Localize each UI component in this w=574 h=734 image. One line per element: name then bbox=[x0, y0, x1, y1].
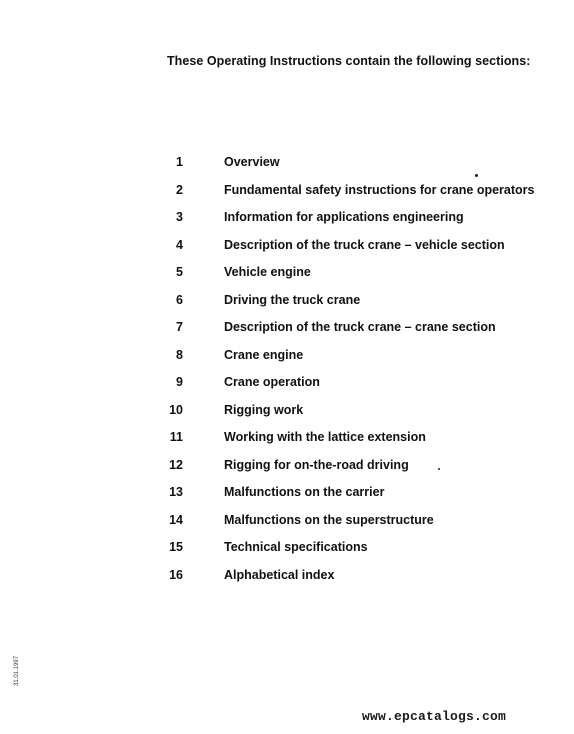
section-item bbox=[0, 345, 574, 373]
section-title: Information for applications engineering bbox=[224, 210, 464, 224]
section-item bbox=[0, 317, 574, 345]
section-title: Crane operation bbox=[224, 375, 320, 389]
section-title: Fundamental safety instructions for crane operators bbox=[224, 182, 535, 197]
section-item bbox=[0, 262, 574, 290]
section-number: 1 bbox=[176, 155, 183, 169]
section-title: Alphabetical index bbox=[224, 567, 335, 582]
section-title: Working with the lattice extension bbox=[224, 430, 426, 444]
section-title: Description of the truck crane – vehicle section bbox=[224, 237, 505, 252]
section-item bbox=[0, 510, 574, 538]
section-item bbox=[0, 207, 574, 235]
watermark-url: www.epcatalogs.com bbox=[362, 709, 507, 724]
section-number: 6 bbox=[176, 292, 183, 307]
section-number: 14 bbox=[169, 512, 183, 527]
section-title: Malfunctions on the superstructure bbox=[224, 512, 434, 527]
section-title: Technical specifications bbox=[224, 540, 368, 554]
section-number: 15 bbox=[169, 540, 183, 554]
section-title: Vehicle engine bbox=[224, 265, 311, 279]
section-item bbox=[0, 427, 574, 455]
section-number: 7 bbox=[176, 320, 183, 334]
page-heading: These Operating Instructions contain the following sections: bbox=[167, 54, 531, 68]
section-title: Overview bbox=[224, 155, 280, 169]
section-title: Rigging work bbox=[224, 402, 304, 417]
scan-speck bbox=[475, 174, 478, 177]
section-title: Malfunctions on the carrier bbox=[224, 485, 385, 499]
section-number: 12 bbox=[169, 457, 183, 472]
section-title: Description of the truck crane – crane section bbox=[224, 320, 496, 334]
scan-speck bbox=[438, 468, 440, 470]
section-item bbox=[0, 372, 574, 400]
section-item bbox=[0, 235, 574, 263]
section-title: Rigging for on-the-road driving bbox=[224, 457, 409, 472]
section-number: 5 bbox=[176, 265, 183, 279]
section-title: Crane engine bbox=[224, 347, 304, 362]
section-item bbox=[0, 290, 574, 318]
section-number: 13 bbox=[169, 485, 183, 499]
section-item bbox=[0, 400, 574, 428]
margin-date-code: 31.01.1997 bbox=[14, 655, 20, 686]
section-number: 9 bbox=[176, 375, 183, 389]
section-number: 16 bbox=[169, 567, 183, 582]
section-number: 3 bbox=[176, 210, 183, 224]
section-item bbox=[0, 152, 574, 180]
section-number: 11 bbox=[169, 430, 183, 444]
section-title: Driving the truck crane bbox=[224, 292, 361, 307]
section-list bbox=[0, 152, 574, 592]
section-item bbox=[0, 565, 574, 593]
section-number: 2 bbox=[176, 182, 183, 197]
section-item bbox=[0, 537, 574, 565]
section-number: 4 bbox=[176, 237, 183, 252]
section-number: 10 bbox=[169, 402, 183, 417]
section-item bbox=[0, 455, 574, 483]
section-item bbox=[0, 180, 574, 208]
section-number: 8 bbox=[176, 347, 183, 362]
section-item bbox=[0, 482, 574, 510]
